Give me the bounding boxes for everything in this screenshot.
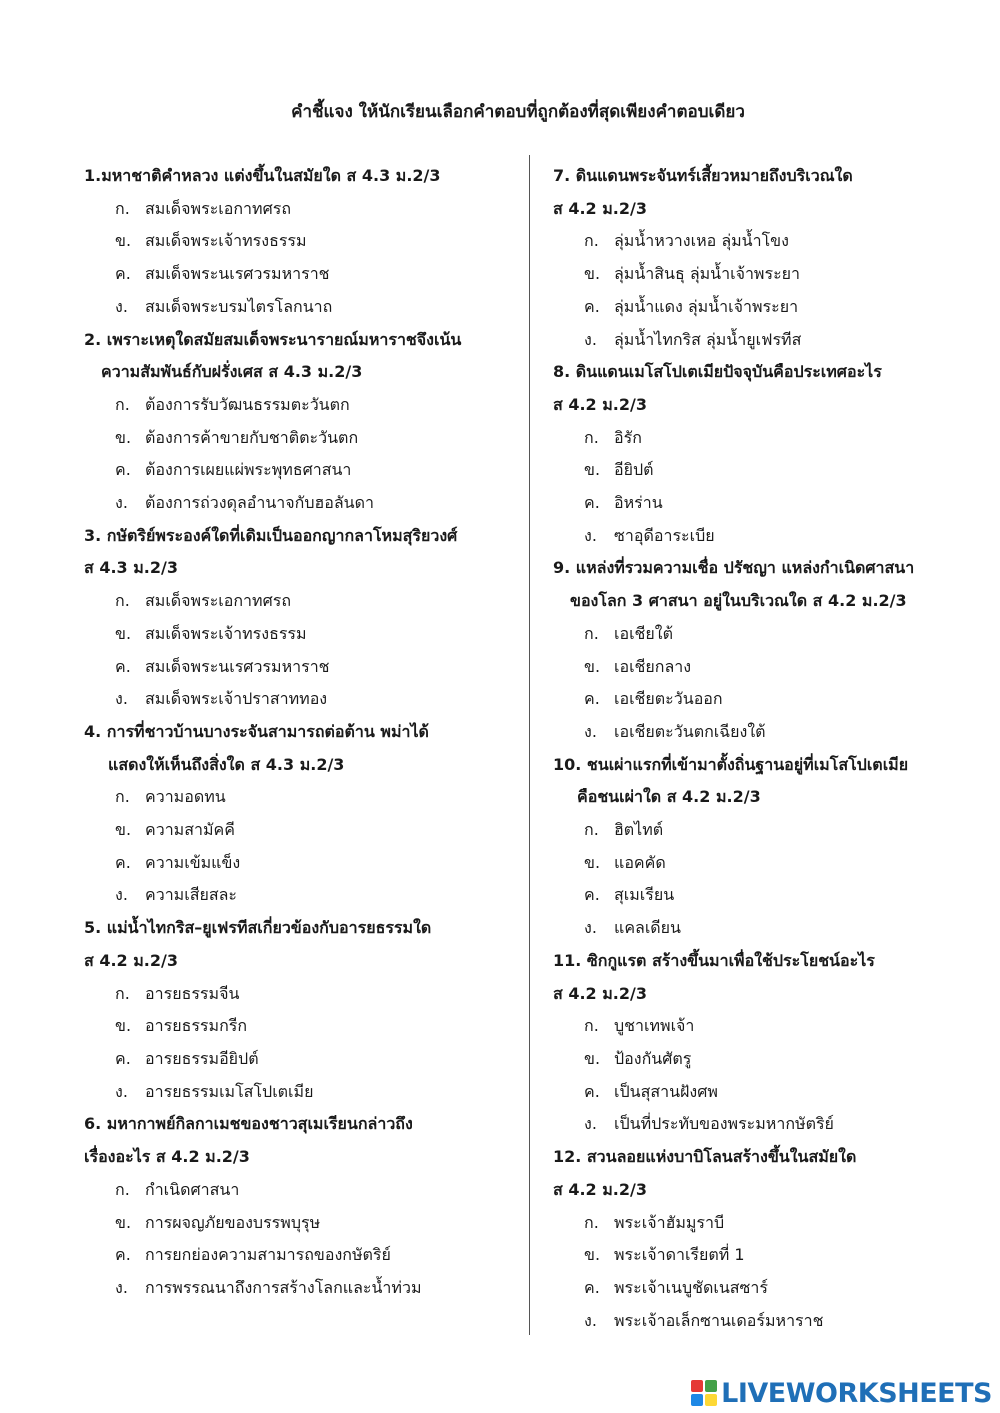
option-text: พระเจ้าฮัมมูราบี [614,1212,725,1232]
option-text: ลุ่มน้ำแดง ลุ่มน้ำเจ้าพระยา [614,296,799,316]
option-letter: ค. [115,1245,131,1265]
option-text: เอเชียใต้ [614,623,673,643]
option-letter: ก. [115,198,130,218]
answer-option[interactable] [84,1239,524,1272]
option-letter: ข. [115,623,132,643]
answer-option[interactable] [553,1108,993,1141]
answer-option[interactable] [553,258,993,291]
option-text: อารยธรรมกรีก [145,1016,248,1036]
answer-option[interactable] [84,225,524,258]
option-letter: ค. [584,1277,600,1297]
option-letter: ค. [584,885,600,905]
answer-option[interactable] [84,1076,524,1109]
option-text: เป็นสุสานฝังศพ [614,1081,718,1101]
question-text-continued: แสดงให้เห็นถึงสิ่งใด ส 4.3 ม.2/3 [108,754,345,774]
answer-option[interactable] [84,651,524,684]
question-text-continued: ของโลก 3 ศาสนา อยู่ในบริเวณใด ส 4.2 ม.2/3 [570,591,907,611]
answer-option[interactable] [553,618,993,651]
question-text-continued: ส 4.2 ม.2/3 [553,983,647,1003]
option-letter: ค. [115,460,131,480]
option-letter: ข. [584,656,601,676]
answer-option[interactable] [553,1043,993,1076]
option-letter: ข. [584,852,601,872]
answer-option[interactable] [553,1207,993,1240]
option-letter: ง. [584,1310,597,1330]
question-2 [553,356,993,421]
option-letter: ง. [584,1114,597,1134]
question-text-continued: เรื่องอะไร ส 4.2 ม.2/3 [84,1147,250,1167]
answer-option[interactable] [553,847,993,880]
answer-option[interactable] [84,454,524,487]
option-letter: ก. [115,394,130,414]
answer-option[interactable] [553,879,993,912]
option-text: ความสามัคคี [145,820,235,840]
answer-option[interactable] [553,520,993,553]
question-text-continued: คือชนเผ่าใด ส 4.2 ม.2/3 [577,787,761,807]
option-text: ต้องการเผยแผ่พระพุทธศาสนา [145,460,352,480]
option-letter: ก. [584,1212,599,1232]
option-text: สมเด็จพระเจ้าปราสาททอง [145,689,328,709]
option-letter: ข. [584,460,601,480]
option-text: สมเด็จพระเจ้าทรงธรรม [145,623,307,643]
option-text: แคลเดียน [614,918,681,938]
question-text: 4. การที่ชาวบ้านบางระจันสามารถต่อต้าน พม่าได้ [84,721,429,741]
option-letter: ก. [115,787,130,807]
option-text: การผจญภัยของบรรพบุรุษ [145,1212,321,1232]
option-text: บูชาเทพเจ้า [614,1016,695,1036]
liveworksheets-logo [691,1375,992,1411]
option-letter: ก. [584,1016,599,1036]
option-text: ซาอุดีอาระเบีย [614,525,715,545]
answer-option[interactable] [84,847,524,880]
option-text: สมเด็จพระเจ้าทรงธรรม [145,231,307,251]
answer-option[interactable] [84,291,524,324]
answer-option[interactable] [553,487,993,520]
answer-option[interactable] [553,454,993,487]
option-text: เอเชียกลาง [614,656,692,676]
question-5 [84,912,524,977]
question-text: 11. ซิกกูแรต สร้างขึ้นมาเพื่อใช้ประโยชน์อะไร [553,950,875,970]
question-text-continued: ส 4.2 ม.2/3 [553,1179,647,1199]
option-letter: ค. [584,689,600,709]
question-3 [553,552,993,617]
option-letter: ง. [115,689,128,709]
option-letter: ค. [115,656,131,676]
option-letter: ง. [115,1081,128,1101]
option-letter: ข. [584,1048,601,1068]
answer-option[interactable] [84,978,524,1011]
answer-option[interactable] [553,651,993,684]
answer-option[interactable] [553,912,993,945]
option-letter: ง. [584,525,597,545]
option-letter: ง. [115,885,128,905]
question-text-continued: ความสัมพันธ์กับฝรั่งเศส ส 4.3 ม.2/3 [101,362,363,382]
answer-option[interactable] [84,487,524,520]
option-letter: ข. [115,1016,132,1036]
question-text: 12. สวนลอยแห่งบาบิโลนสร้างขึ้นในสมัยใด [553,1147,857,1167]
option-text: ความอดทน [145,787,226,807]
question-text: 10. ชนเผ่าแรกที่เข้ามาตั้งถิ่นฐานอยู่ที่เมโสโปเตเมีย [553,754,909,774]
option-text: สุเมเรียน [614,885,675,905]
option-letter: ง. [584,329,597,349]
option-text: ลุ่มน้ำหวางเหอ ลุ่มน้ำโขง [614,231,789,251]
answer-option[interactable] [553,291,993,324]
question-4 [84,716,524,781]
option-text: ต้องการถ่วงดุลอำนาจกับฮอลันดา [145,493,374,513]
option-text: อิรัก [614,427,642,447]
answer-option[interactable] [84,389,524,422]
left-column [84,160,524,1305]
answer-option[interactable] [84,422,524,455]
option-text: อารยธรรมอียิปต์ [145,1048,259,1068]
question-text: 7. ดินแดนพระจันทร์เสี้ยวหมายถึงบริเวณใด [553,166,853,185]
option-letter: ค. [584,1081,600,1101]
answer-option[interactable] [553,1272,993,1305]
right-column [553,160,993,1337]
option-letter: ข. [584,1245,601,1265]
option-text: ลุ่มน้ำไทกริส ลุ่มน้ำยูเฟรทีส [614,329,802,349]
answer-option[interactable] [84,879,524,912]
option-text: การยกย่องความสามารถของกษัตริย์ [145,1245,391,1265]
option-text: ต้องการรับวัฒนธรรมตะวันตก [145,394,350,414]
logo-text: LIVEWORKSHEETS [721,1377,992,1409]
option-letter: ก. [115,983,130,1003]
answer-option[interactable] [84,814,524,847]
option-text: ความเข้มแข็ง [145,852,241,872]
instructions-title: คำชี้แจง ให้นักเรียนเลือกคำตอบที่ถูกต้องที่สุดเพียงคำตอบเดียว [291,102,745,122]
option-text: ป้องกันศัตรู [614,1048,692,1068]
option-letter: ก. [584,427,599,447]
option-letter: ข. [584,264,601,284]
question-text-continued: ส 4.2 ม.2/3 [84,950,178,970]
option-letter: ก. [584,820,599,840]
answer-option[interactable] [84,618,524,651]
answer-option[interactable] [553,716,993,749]
option-letter: ข. [115,427,132,447]
logo-icon [691,1380,717,1406]
option-text: ฮิตไทต์ [614,820,664,840]
option-text: สมเด็จพระเอกาทศรถ [145,198,292,218]
option-text: อารยธรรมจีน [145,983,240,1003]
option-text: สมเด็จพระนเรศวรมหาราช [145,656,330,676]
question-5 [553,945,993,1010]
option-text: อิหร่าน [614,493,663,513]
option-text: กำเนิดศาสนา [145,1179,240,1199]
option-text: สมเด็จพระบรมไตรโลกนาถ [145,296,333,316]
question-text: 5. แม่น้ำไทกริส–ยูเฟรทีสเกี่ยวข้องกับอารยธรรมใด [84,918,432,938]
option-letter: ข. [115,231,132,251]
option-letter: ก. [584,623,599,643]
answer-option[interactable] [84,683,524,716]
question-text: 9. แหล่งที่รวมความเชื่อ ปรัชญา แหล่งกำเนิดศาสนา [553,558,915,578]
column-divider [529,155,530,1335]
question-4 [553,749,993,814]
option-letter: ก. [115,591,130,611]
option-text: สมเด็จพระนเรศวรมหาราช [145,264,330,284]
option-text: การพรรณนาถึงการสร้างโลกและน้ำท่วม [145,1277,422,1297]
answer-option[interactable] [84,258,524,291]
question-text: 2. เพราะเหตุใดสมัยสมเด็จพระนารายณ์มหาราชจึงเน้น [84,329,462,349]
option-letter: ข. [115,1212,132,1232]
option-letter: ก. [584,231,599,251]
option-text: พระเจ้าอเล็กซานเดอร์มหาราช [614,1310,824,1330]
option-letter: ค. [584,493,600,513]
option-text: เป็นที่ประทับของพระมหากษัตริย์ [614,1114,834,1134]
option-letter: ค. [584,296,600,316]
answer-option[interactable] [84,1043,524,1076]
question-3 [84,520,524,585]
option-text: ความเสียสละ [145,885,237,905]
option-text: แอคคัด [614,852,666,872]
answer-option[interactable] [84,1272,524,1305]
question-6 [84,1108,524,1173]
option-letter: ง. [584,918,597,938]
option-text: อียิปต์ [614,460,654,480]
option-text: ต้องการค้าขายกับชาติตะวันตก [145,427,359,447]
question-text: 8. ดินแดนเมโสโปเตเมียปัจจุบันคือประเทศอะไร [553,362,882,382]
option-letter: ค. [115,264,131,284]
answer-option[interactable] [553,1010,993,1043]
option-text: เอเชียตะวันออก [614,689,723,709]
answer-option[interactable] [84,1174,524,1207]
option-text: ลุ่มน้ำสินธุ ลุ่มน้ำเจ้าพระยา [614,264,801,284]
option-letter: ง. [115,493,128,513]
question-text: 6. มหากาพย์กิลกาเมชของชาวสุเมเรียนกล่าวถึง [84,1114,413,1134]
answer-option[interactable] [553,814,993,847]
option-letter: ง. [584,721,597,741]
answer-option[interactable] [553,1076,993,1109]
answer-option[interactable] [84,1207,524,1240]
option-letter: ค. [115,1048,131,1068]
option-letter: ง. [115,1277,128,1297]
question-text-continued: ส 4.2 ม.2/3 [553,198,647,218]
answer-option[interactable] [553,1239,993,1272]
answer-option[interactable] [84,1010,524,1043]
question-text: 1.มหาชาติคำหลวง แต่งขึ้นในสมัยใด ส 4.3 ม.2/3 [84,166,441,185]
question-2 [84,324,524,389]
answer-option[interactable] [84,781,524,814]
option-text: สมเด็จพระเอกาทศรถ [145,591,292,611]
answer-option[interactable] [553,324,993,357]
question-1 [553,160,993,225]
option-text: เอเชียตะวันตกเฉียงใต้ [614,721,766,741]
answer-option[interactable] [553,683,993,716]
option-letter: ก. [115,1179,130,1199]
question-text-continued: ส 4.3 ม.2/3 [84,558,178,578]
answer-option[interactable] [553,1305,993,1338]
answer-option[interactable] [84,585,524,618]
question-text-continued: ส 4.2 ม.2/3 [553,394,647,414]
question-6 [553,1141,993,1206]
option-text: พระเจ้าเนบูชัดเนสซาร์ [614,1277,768,1297]
question-1 [84,160,524,193]
option-letter: ข. [115,820,132,840]
option-text: พระเจ้าดาเรียตที่ 1 [614,1245,745,1265]
option-letter: ง. [115,296,128,316]
question-text: 3. กษัตริย์พระองค์ใดที่เดิมเป็นออกญากลาโหมสุริยวงศ์ [84,525,458,545]
option-text: อารยธรรมเมโสโปเตเมีย [145,1081,314,1101]
option-letter: ค. [115,852,131,872]
answer-option[interactable] [84,193,524,226]
answer-option[interactable] [553,422,993,455]
answer-option[interactable] [553,225,993,258]
